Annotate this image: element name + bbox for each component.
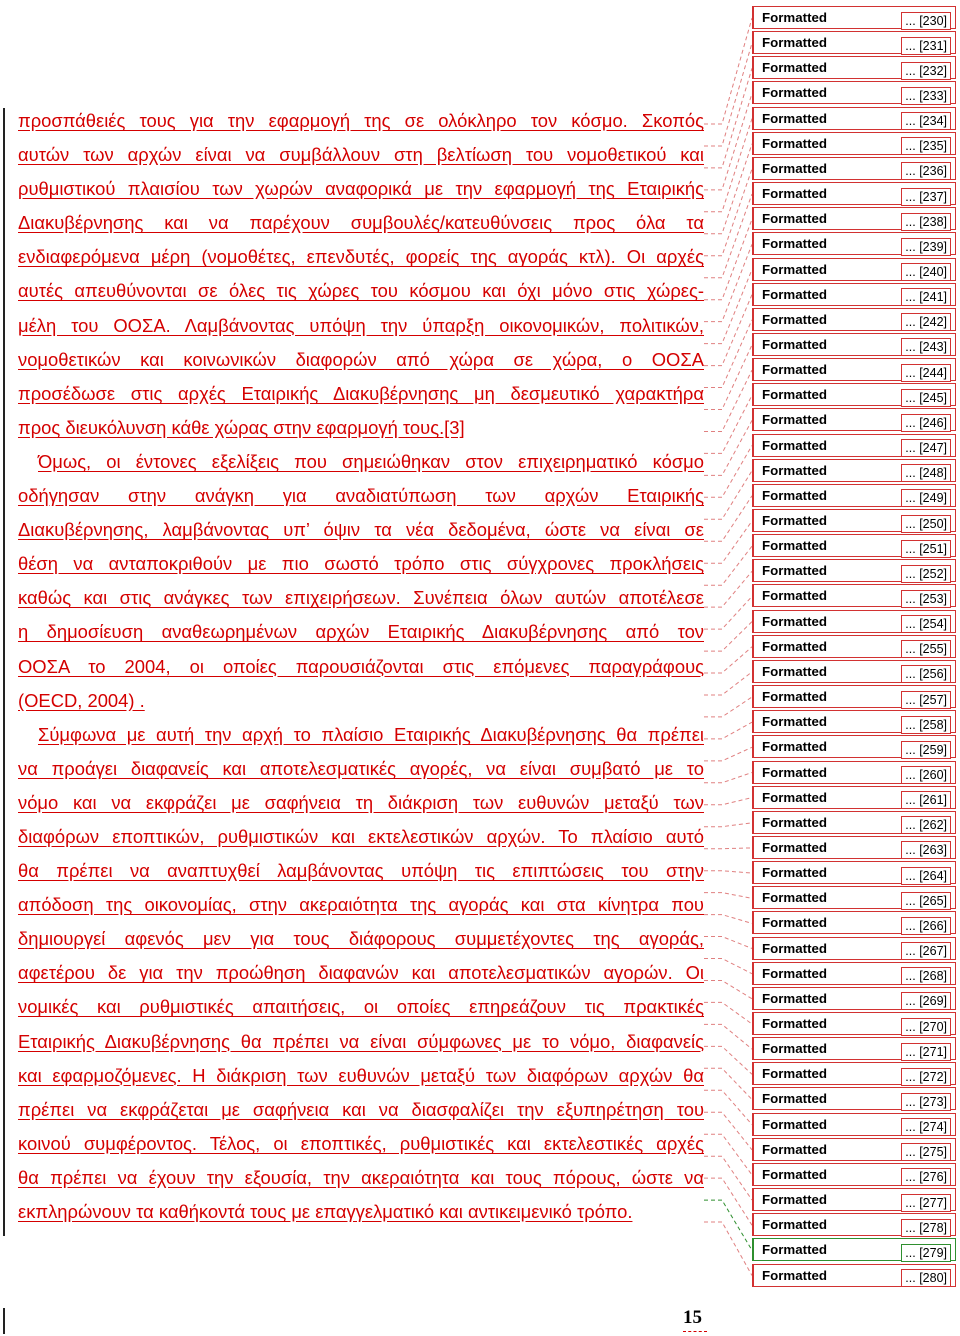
balloon-label: Formatted	[762, 462, 828, 478]
connector-line	[704, 893, 752, 899]
connector-line	[704, 747, 752, 761]
balloon-reference-link[interactable]: ... [259]	[901, 741, 951, 759]
revision-balloon[interactable]	[752, 1213, 956, 1236]
text-line: Διακυβέρνησης και να παρέχουν συμβουλές/κατευθύνσεις προς όλα τα	[18, 212, 704, 234]
text-line: νόμο και να εκφράζει με σαφήνεια τη διάκριση των ευθυνών μεταξύ των	[18, 791, 704, 813]
balloon-label: Formatted	[762, 110, 828, 126]
balloon-label: Formatted	[762, 10, 828, 25]
balloon-reference-link[interactable]: ... [267]	[901, 942, 951, 960]
revision-balloon[interactable]	[752, 735, 956, 758]
balloon-reference-link[interactable]: ... [236]	[901, 162, 951, 180]
revision-balloon[interactable]	[752, 710, 956, 733]
balloon-reference-link[interactable]: ... [279]	[901, 1244, 951, 1262]
balloon-reference-link[interactable]: ... [273]	[901, 1093, 951, 1111]
revision-balloon[interactable]	[752, 811, 956, 834]
body-text	[18, 104, 704, 1229]
revision-balloon[interactable]	[752, 660, 956, 683]
balloon-reference-link[interactable]: ... [277]	[901, 1194, 951, 1212]
text-line: μέλη του ΟΟΣΑ. Λαμβάνοντας υπόψη την ύπαρξη οικονομικών, πολιτικών,	[18, 314, 704, 336]
balloon-label: Formatted	[762, 940, 828, 956]
balloon-reference-link[interactable]: ... [257]	[901, 691, 951, 709]
text-line: πρέπει να εκφράζεται με σαφήνεια και να διασφαλίζει την εξυπηρέτηση του	[18, 1098, 704, 1120]
balloon-reference-link[interactable]: ... [232]	[901, 62, 951, 80]
balloon-label: Formatted	[762, 1242, 828, 1258]
balloon-label: Formatted	[762, 538, 828, 554]
balloon-reference-link[interactable]: ... [255]	[901, 640, 951, 658]
connector-line	[704, 1222, 752, 1276]
revision-balloon[interactable]	[752, 56, 956, 79]
revision-balloon[interactable]	[752, 509, 956, 532]
balloon-label: Formatted	[762, 1166, 828, 1182]
balloon-reference-link[interactable]: ... [261]	[901, 791, 951, 809]
page-number-underline	[683, 1330, 707, 1332]
text-line: νομοθετικών και κοινωνικών διαφορών από χώρα σε χώρα, ο ΟΟΣΑ	[18, 348, 704, 370]
balloon-label: Formatted	[762, 1267, 828, 1283]
balloon-label: Formatted	[762, 739, 828, 755]
text-line: ΟΟΣΑ το 2004, οι οποίες παρουσιάζονται στις επόμενες παραγράφους	[18, 655, 704, 677]
balloon-reference-link[interactable]: ... [265]	[901, 892, 951, 910]
revision-balloon[interactable]	[752, 1138, 956, 1161]
balloon-reference-link[interactable]: ... [278]	[901, 1219, 951, 1237]
balloon-label: Formatted	[762, 915, 828, 931]
text-line: και εφαρμοζόμενες. Η διάκριση των ευθυνών μεταξύ των διαφόρων αρχών θα	[18, 1064, 704, 1086]
revision-balloon[interactable]	[752, 81, 956, 104]
balloon-reference-link[interactable]: ... [248]	[901, 464, 951, 482]
revision-balloon[interactable]	[752, 559, 956, 582]
text-line: εκπληρώνουν τα καθήκοντά τους με επαγγελματικό και αντικειμενικό τρόπο.	[18, 1201, 633, 1222]
balloon-reference-link[interactable]: ... [262]	[901, 816, 951, 834]
revision-balloon[interactable]	[752, 534, 956, 557]
balloon-label: Formatted	[762, 663, 828, 679]
balloon-reference-link[interactable]: ... [235]	[901, 137, 951, 155]
revision-balloon[interactable]	[752, 258, 956, 281]
revision-balloon[interactable]	[752, 1238, 956, 1261]
balloon-label: Formatted	[762, 487, 828, 503]
text-line: (OECD, 2004) .	[18, 689, 145, 711]
revision-balloon[interactable]	[752, 1188, 956, 1211]
text-line: οδήγησαν στην ανάγκη για αναδιατύπωση των αρχών Εταιρικής	[18, 485, 704, 507]
revision-balloon[interactable]	[752, 786, 956, 809]
revision-balloon[interactable]	[752, 610, 956, 633]
revision-balloon[interactable]	[752, 987, 956, 1010]
text-line: Σύμφωνα με αυτή την αρχή το πλαίσιο Εταιρικής Διακυβέρνησης θα πρέπει	[38, 723, 704, 745]
revision-balloon[interactable]	[752, 408, 956, 431]
connector-line	[704, 1112, 752, 1150]
balloon-label: Formatted	[762, 1141, 828, 1157]
revision-balloon[interactable]	[752, 484, 956, 507]
balloon-reference-link[interactable]: ... [242]	[901, 313, 951, 331]
revision-balloon[interactable]	[752, 207, 956, 230]
connector-line	[704, 571, 752, 607]
balloon-label: Formatted	[762, 1041, 828, 1057]
change-bar-footer	[3, 1308, 5, 1334]
balloon-label: Formatted	[762, 1217, 828, 1233]
text-line: κοινού συμφέροντος. Τέλος, οι εποπτικές, ρυθμιστικές και εκτελεστικές αρχές	[18, 1132, 704, 1154]
connector-line	[704, 496, 752, 542]
balloon-label: Formatted	[762, 1066, 828, 1082]
text-line: θα πρέπει να αναπτυχθεί λαμβάνοντας υπόψη τις επιπτώσεις του στην	[18, 860, 704, 882]
text-line: ρυθμιστικού πλαισίου των χωρών αναφορικά με την εφαρμογή της Εταιρικής	[18, 178, 704, 200]
balloon-reference-link[interactable]: ... [270]	[901, 1018, 951, 1036]
revision-balloon[interactable]	[752, 31, 956, 54]
connector-line	[704, 981, 752, 999]
connector-line	[704, 420, 752, 475]
connector-line	[704, 119, 752, 212]
revision-balloon[interactable]	[752, 459, 956, 482]
balloon-label: Formatted	[762, 211, 828, 227]
revision-balloon[interactable]	[752, 434, 956, 457]
connector-line	[704, 697, 752, 717]
connector-line	[704, 959, 752, 974]
balloon-reference-link[interactable]: ... [258]	[901, 716, 951, 734]
balloon-label: Formatted	[762, 613, 828, 629]
connector-line	[704, 672, 752, 695]
connector-line	[704, 169, 752, 256]
balloon-label: Formatted	[762, 286, 828, 302]
text-line: η δημοσίευση αναθεωρημένων αρχών Εταιρικής Διακυβέρνησης από τον	[18, 621, 704, 643]
revision-balloon[interactable]	[752, 1113, 956, 1136]
text-line: δημιουργεί αφενός μεν για τους διάφορους συμμετέχοντες της αγοράς,	[18, 928, 704, 950]
balloon-reference-link[interactable]: ... [256]	[901, 665, 951, 683]
revision-balloon[interactable]	[752, 761, 956, 784]
balloon-reference-link[interactable]: ... [241]	[901, 288, 951, 306]
connector-line	[704, 622, 752, 652]
balloon-label: Formatted	[762, 513, 828, 528]
balloon-reference-link[interactable]: ... [269]	[901, 992, 951, 1010]
balloon-label: Formatted	[762, 714, 828, 730]
connector-line	[704, 848, 752, 849]
revision-balloon[interactable]	[752, 1163, 956, 1186]
balloon-label: Formatted	[762, 638, 828, 654]
connector-line	[704, 144, 752, 234]
text-line: θα πρέπει να έχουν την εξουσία, την ακεραιότητα και τους πόρους, ώστε να	[18, 1166, 704, 1188]
revision-balloon[interactable]	[752, 107, 956, 130]
paragraph-1	[18, 104, 704, 445]
balloon-reference-link[interactable]: ... [275]	[901, 1143, 951, 1161]
connector-line	[704, 1068, 752, 1099]
connector-line	[704, 521, 752, 563]
balloon-label: Formatted	[762, 85, 828, 101]
balloon-label: Formatted	[762, 35, 828, 51]
balloon-reference-link[interactable]: ... [254]	[901, 615, 951, 633]
balloon-reference-link[interactable]: ... [234]	[901, 112, 951, 130]
text-line: διαφόρων εποπτικών, ρυθμιστικών και εκτελεστικών αρχών. Το πλαίσιο αυτό	[18, 825, 704, 847]
connector-line	[704, 1002, 752, 1024]
balloon-label: Formatted	[762, 865, 828, 881]
revision-balloon[interactable]	[752, 911, 956, 934]
balloon-label: Formatted	[762, 814, 828, 830]
balloon-label: Formatted	[762, 789, 828, 805]
text-line: προς διευκόλυνση κάθε χώρας στην εφαρμογή τους.[3]	[18, 416, 465, 438]
connector-line	[704, 395, 752, 453]
connector-line	[704, 871, 752, 873]
balloon-reference-link[interactable]: ... [271]	[901, 1043, 951, 1061]
balloon-label: Formatted	[762, 387, 828, 403]
text-line: ενδιαφερόμενα μέρη (νομοθέτες, επενδυτές, φορείς της αγοράς κτλ). Οι αρχές	[18, 246, 704, 268]
revision-balloon[interactable]	[752, 1264, 956, 1287]
balloon-reference-link[interactable]: ... [276]	[901, 1168, 951, 1186]
connector-line	[704, 320, 752, 388]
connector-line	[704, 1200, 752, 1250]
text-line: θέση να ανταποκριθούν με πιο σωστό τρόπο στις σύγχρονες προκλήσεις	[18, 553, 704, 575]
balloon-reference-link[interactable]: ... [263]	[901, 841, 951, 859]
text-line: αυτές απευθύνονται σε όλες τις χώρες του κόσμου και όχι μόνο στις χώρες-	[18, 280, 704, 302]
connector-line	[704, 1156, 752, 1200]
balloon-label: Formatted	[762, 839, 828, 855]
connector-line	[704, 345, 752, 410]
balloon-label: Formatted	[762, 588, 828, 604]
balloon-reference-link[interactable]: ... [253]	[901, 590, 951, 608]
balloon-reference-link[interactable]: ... [251]	[901, 540, 951, 558]
balloon-label: Formatted	[762, 236, 828, 252]
text-line: απόδοση της οικονομίας, στην ακεραιότητα της αγοράς και στα κίνητρα που	[18, 894, 704, 916]
revision-balloon[interactable]	[752, 232, 956, 255]
balloon-label: Formatted	[762, 990, 828, 1006]
revision-balloon[interactable]	[752, 1062, 956, 1085]
balloon-label: Formatted	[762, 1016, 828, 1031]
balloon-reference-link[interactable]: ... [230]	[901, 12, 951, 30]
text-line: προσπάθειές τους για την εφαρμογή της σε ολόκληρο τον κόσμο. Σκοπός	[18, 110, 704, 131]
connector-line	[704, 773, 752, 783]
text-line: να προάγει διαφανείς και αποτελεσματικές αγορές, να είναι συμβατό με το	[18, 757, 704, 779]
connector-line	[704, 823, 752, 827]
balloon-label: Formatted	[762, 261, 828, 277]
connector-line	[704, 18, 752, 124]
balloon-label: Formatted	[762, 890, 828, 906]
balloon-label: Formatted	[762, 311, 828, 327]
balloon-reference-link[interactable]: ... [268]	[901, 967, 951, 985]
revision-balloon[interactable]	[752, 1037, 956, 1060]
revision-balloon[interactable]	[752, 1087, 956, 1110]
revision-balloon[interactable]	[752, 358, 956, 381]
balloon-reference-link[interactable]: ... [272]	[901, 1068, 951, 1086]
balloon-reference-link[interactable]: ... [264]	[901, 867, 951, 885]
revision-balloon[interactable]	[752, 132, 956, 155]
balloon-label: Formatted	[762, 186, 828, 202]
balloon-label: Formatted	[762, 1116, 828, 1132]
balloon-reference-link[interactable]: ... [231]	[901, 37, 951, 55]
balloon-reference-link[interactable]: ... [260]	[901, 766, 951, 784]
connector-line	[704, 219, 752, 300]
revision-balloon[interactable]	[752, 937, 956, 960]
revision-balloon[interactable]	[752, 283, 956, 306]
connector-line	[704, 1134, 752, 1175]
connector-line	[704, 1046, 752, 1074]
balloon-reference-link[interactable]: ... [274]	[901, 1118, 951, 1136]
balloon-label: Formatted	[762, 362, 828, 378]
connector-line	[704, 915, 752, 924]
revision-balloon[interactable]	[752, 182, 956, 205]
balloon-reference-link[interactable]: ... [237]	[901, 188, 951, 206]
connector-line	[704, 546, 752, 585]
balloon-reference-link[interactable]: ... [250]	[901, 515, 951, 533]
balloon-reference-link[interactable]: ... [280]	[901, 1269, 951, 1287]
connector-line	[704, 68, 752, 168]
connector-line	[704, 370, 752, 431]
revision-balloon[interactable]	[752, 584, 956, 607]
connector-line	[704, 43, 752, 146]
revision-balloon[interactable]	[752, 886, 956, 909]
text-line: αφετέρου δε για την προώθηση διαφανών και αποτελεσματικών αγορών. Οι	[18, 962, 704, 984]
balloon-reference-link[interactable]: ... [245]	[901, 389, 951, 407]
balloon-reference-link[interactable]: ... [249]	[901, 489, 951, 507]
balloon-reference-link[interactable]: ... [247]	[901, 439, 951, 457]
connector-line	[704, 93, 752, 189]
connector-line	[704, 937, 752, 949]
balloon-reference-link[interactable]: ... [266]	[901, 917, 951, 935]
balloon-reference-link[interactable]: ... [238]	[901, 213, 951, 231]
balloon-reference-link[interactable]: ... [252]	[901, 565, 951, 583]
balloon-label: Formatted	[762, 764, 828, 780]
text-line: Διακυβέρνησης, λαμβάνοντας υπ’ όψιν τα νέα δεδομένα, ώστε να είναι σε	[18, 519, 704, 541]
balloon-reference-link[interactable]: ... [243]	[901, 338, 951, 356]
text-line: Όμως, οι έντονες εξελίξεις που σημειώθηκαν στον επιχειρηματικό κόσμο	[38, 450, 704, 472]
balloon-label: Formatted	[762, 135, 828, 151]
revision-balloon[interactable]	[752, 836, 956, 859]
connector-line	[704, 244, 752, 321]
balloon-label: Formatted	[762, 563, 828, 579]
connector-line	[704, 446, 752, 498]
revision-balloon[interactable]	[752, 383, 956, 406]
balloon-label: Formatted	[762, 1091, 828, 1107]
text-line: καθώς και στις ανάγκες των επιχειρήσεων. Συνέπεια όλων αυτών αποτέλεσε	[18, 587, 704, 609]
balloon-reference-link[interactable]: ... [240]	[901, 263, 951, 281]
text-line: νομικές και ρυθμιστικές απαιτήσεις, οι οποίες επηρεάζουν τις πρακτικές	[18, 996, 704, 1018]
paragraph-2	[18, 445, 704, 718]
revision-balloon[interactable]	[752, 333, 956, 356]
connector-line	[704, 471, 752, 520]
connector-line	[704, 1178, 752, 1225]
balloon-reference-link[interactable]: ... [233]	[901, 87, 951, 105]
balloon-label: Formatted	[762, 689, 828, 705]
connector-line	[704, 798, 752, 805]
connector-line	[704, 270, 752, 344]
revision-balloon[interactable]	[752, 157, 956, 180]
revision-balloon[interactable]	[752, 685, 956, 708]
revision-balloon[interactable]	[752, 308, 956, 331]
page-number: 15	[683, 1307, 702, 1328]
balloon-reference-link[interactable]: ... [239]	[901, 238, 951, 256]
text-line: αυτών των αρχών είναι να συμβάλλουν στη βελτίωση του νομοθετικού και	[18, 144, 704, 166]
text-line: Εταιρικής Διακυβέρνησης θα πρέπει να είναι σύμφωνες με το νόμο, διαφανείς	[18, 1030, 704, 1052]
connector-line	[704, 1024, 752, 1049]
balloon-label: Formatted	[762, 965, 828, 981]
balloon-label: Formatted	[762, 412, 828, 428]
revision-balloon[interactable]	[752, 861, 956, 884]
balloon-reference-link[interactable]: ... [244]	[901, 364, 951, 382]
connector-line	[704, 1090, 752, 1124]
revision-balloon[interactable]	[752, 1012, 956, 1035]
change-bar	[3, 108, 5, 1236]
connector-line	[704, 295, 752, 366]
balloon-reference-link[interactable]: ... [246]	[901, 414, 951, 432]
connector-line	[704, 596, 752, 629]
balloon-label: Formatted	[762, 60, 828, 76]
balloon-label: Formatted	[762, 1192, 828, 1208]
balloon-label: Formatted	[762, 437, 828, 453]
connector-line	[704, 722, 752, 739]
revision-balloon[interactable]	[752, 962, 956, 985]
balloon-label: Formatted	[762, 336, 828, 352]
connector-line	[704, 647, 752, 673]
paragraph-3	[18, 718, 704, 1229]
revision-balloon[interactable]	[752, 6, 956, 29]
balloon-label: Formatted	[762, 160, 828, 176]
connector-line	[704, 194, 752, 278]
revision-balloon[interactable]	[752, 635, 956, 658]
text-line: προσέδωσε στις αρχές Εταιρικής Διακυβέρνησης μη δεσμευτικό χαρακτήρα	[18, 382, 704, 404]
